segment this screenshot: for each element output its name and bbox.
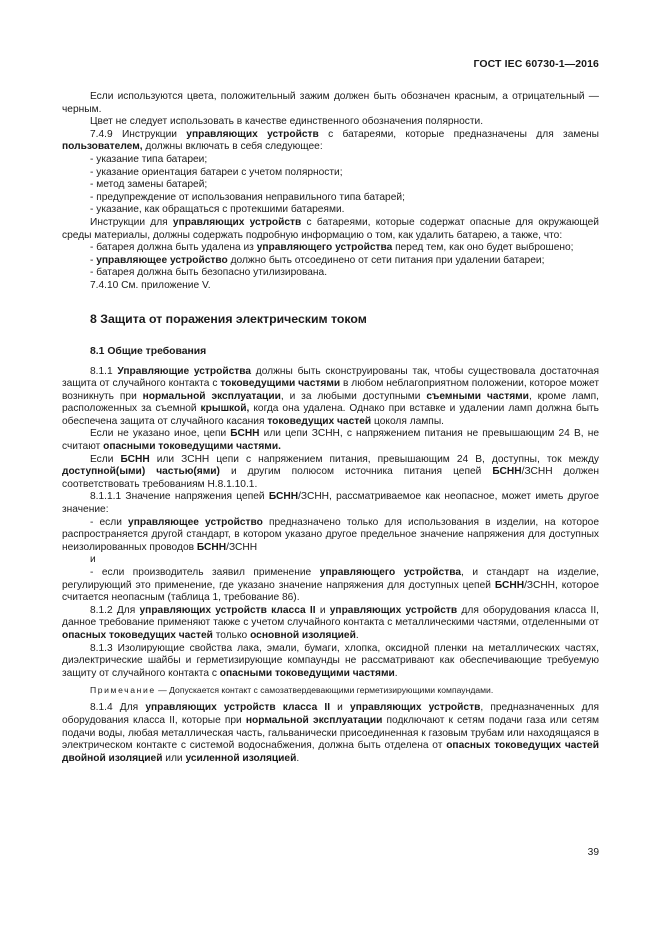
paragraph-7-4-9: 7.4.9 Инструкции управляющих устройств с батареями, которые предназначены для замены пользователем, должны включать в себя следующее: <box>62 128 599 153</box>
paragraph-8-1-3: 8.1.3 Изолирующие свойства лака, эмали, бумаги, хлопка, оксидной пленки на металлических частях, диэлектрические шайбы и герметизирующие компаунды не рассматривают как обеспечивающие требуемую защиту от случайного контакта с опасными токоведущими частями. <box>62 642 599 679</box>
page-number: 39 <box>587 847 599 858</box>
list-item: - указание типа батареи; <box>90 153 208 165</box>
paragraph-color-note: Цвет не следует использовать в качестве единственного обозначения полярности. <box>90 116 484 128</box>
subsection-title: 8.1 Общие требования <box>90 345 207 357</box>
paragraph-selv-default: Если не указано иное, цепи БСНН или цепи ЗСНН, с напряжением питания не превышающим 24 В, не считают опасными токоведущими частями. <box>62 428 599 453</box>
section-title: 8 Защита от поражения электрическим током <box>90 311 367 326</box>
paragraph-7-4-10: 7.4.10 См. приложение V. <box>90 279 211 291</box>
list-item: - управляющее устройство должно быть отсоединено от сети питания при удалении батареи; <box>90 254 545 266</box>
paragraph-8-1-1-1: 8.1.1.1 Значение напряжения цепей БСНН/ЗСНН, рассматриваемое как неопасное, может иметь другое значение: <box>62 491 599 516</box>
page-content <box>62 91 599 765</box>
list-item: - указание ориентация батареи с учетом полярности; <box>90 166 343 178</box>
note: Примечание — Допускается контакт с самозатвердевающими герметизирующими компаундами. <box>90 685 494 696</box>
conjunction: и <box>90 554 96 566</box>
paragraph-battery-instructions: Инструкции для управляющих устройств с батареями, которые содержат опасные для окружающей среды материалы, должны содержать подробную информацию о том, как удалить батарею, а также, что: <box>62 216 599 241</box>
list-item: - если управляющее устройство предназначено только для использования в изделии, на которое распространяется другой стандарт, в котором указано другое предельное значение напряжения для доступных неизолированных проводов БСНН/ЗСНН <box>62 516 599 553</box>
list-item: - указание, как обращаться с протекшими батареями. <box>90 204 345 216</box>
paragraph-polarity-colors: Если используются цвета, положительный зажим должен быть обозначен красным, а отрицательный — черным. <box>62 91 599 115</box>
list-item: - батарея должна быть удалена из управляющего устройства перед тем, как оно будет выброшено; <box>90 242 574 254</box>
standard-header: ГОСТ IEC 60730-1—2016 <box>473 58 599 70</box>
list-item: - метод замены батарей; <box>90 179 208 191</box>
list-item: - если производитель заявил применение управляющего устройства, и стандарт на изделие, регулирующий это применение, где указано значение напряжения для доступных цепей БСНН/ЗСНН, которое считается неопасным (таблица 1, требование 86). <box>62 567 599 604</box>
paragraph-8-1-2: 8.1.2 Для управляющих устройств класса II и управляющих устройств для оборудования класса II, данное требование применяют также с учетом случайного контакта с металлическими частями, отделенными от опасных токоведущих частей только основной изоляцией. <box>62 604 599 641</box>
note-label: Примечание <box>90 685 156 696</box>
paragraph-8-1-4: 8.1.4 Для управляющих устройств класса II и управляющих устройств, предназначенных для оборудования класса II, которые при нормальной эксплуатации подключают к сетям подачи газа или сетям подачи воды, любая металлическая часть, гальванически присоединенная к газовым трубам или находящаяся в электрическом контакте с системой водоснабжения, должна быть отделена от опасных токоведущих частей двойной изоляцией или усиленной изоляцией. <box>62 702 599 764</box>
list-item: - предупреждение от использования неправильного типа батарей; <box>90 191 405 203</box>
list-item: - батарея должна быть безопасно утилизирована. <box>90 267 328 279</box>
paragraph-selv-over-24v: Если БСНН или ЗСНН цепи с напряжением питания, превышающим 24 В, доступны, ток между доступной(ыми) частью(ями) и другим полюсом источника питания цепей БСНН/ЗСНН должен соответствовать требованиям Н.8.1.10.1. <box>62 453 599 490</box>
paragraph-8-1-1: 8.1.1 Управляющие устройства должны быть сконструированы так, чтобы существовала достаточная защита от случайного контакта с токоведущими частями в любом неблагоприятном положении, которое может возникнуть при нормальной эксплуатации, и за любыми доступными съемными частями, кроме ламп, расположенных за съемной крышкой, когда она удалена. Однако при вставке и удалении ламп должна быть обеспечена защита от случайного касания токоведущих частей цоколя лампы. <box>62 365 599 427</box>
